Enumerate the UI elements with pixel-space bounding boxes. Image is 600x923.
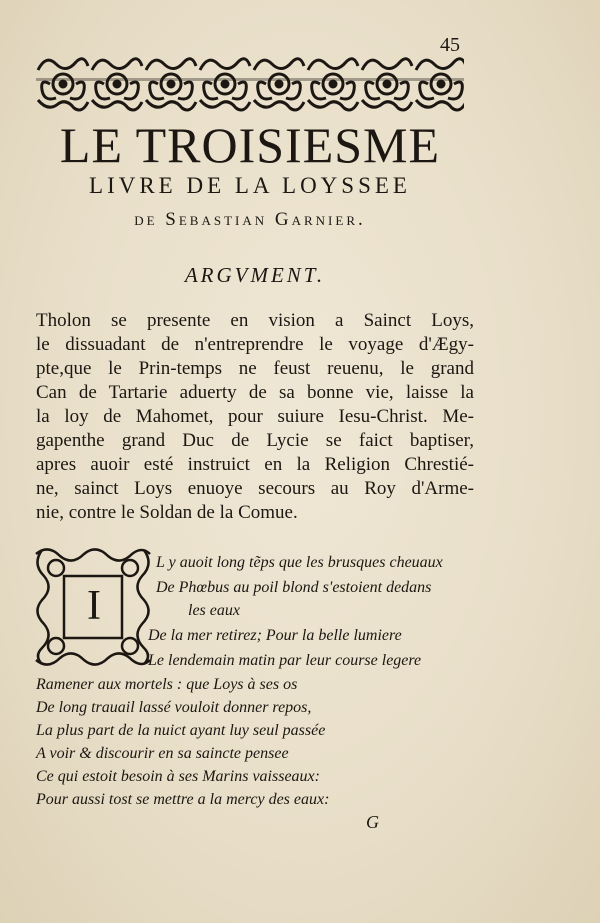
argument-line: Tholon se presente en vision a Sainct Loys, <box>36 310 474 331</box>
argument-line: Can de Tartarie aduerty de sa bonne vie, laisse la <box>36 382 474 403</box>
ornamental-band <box>36 50 464 114</box>
verse-line: De Phœbus au poil blond s'estoient dedans <box>156 579 432 596</box>
verse-line: L y auoit long tẽps que les brusques cheuaux <box>156 554 443 571</box>
drop-cap-letter: I <box>87 583 101 629</box>
verse-line: Le lendemain matin par leur course legere <box>148 652 422 669</box>
verse-line: A voir & discourir en sa saincte pensee <box>36 745 289 762</box>
argument-line: le dissuadant de n'entreprendre le voyage d'Ægy- <box>36 334 474 355</box>
ornament-pattern <box>38 59 88 110</box>
page-number: 45 <box>440 34 460 56</box>
argument-line: pte,que le Prin-temps ne feust reuenu, le grand <box>36 358 474 379</box>
verse-line: La plus part de la nuict ayant luy seul passée <box>36 722 326 739</box>
book-subtitle: LIVRE DE LA LOYSSEE <box>89 173 411 198</box>
argument-line: nie, contre le Soldan de la Comue. <box>36 502 298 523</box>
catchword: G <box>366 812 379 832</box>
verse-line: Ramener aux mortels : que Loys à ses os <box>36 676 298 693</box>
argument-line: apres auoir esté instruict en la Religion Chrestié- <box>36 454 474 475</box>
argument-heading: ARGVMENT. <box>184 263 326 287</box>
argument-line: gapenthe grand Duc de Lycie se faict baptiser, <box>36 430 474 451</box>
verse-line: De long trauail lassé vouloit donner repos, <box>36 699 312 716</box>
argument-line: ne, sainct Loys enuoye secours au Roy d'Arme- <box>36 478 474 499</box>
book-title: LE TROISIESME <box>59 117 441 173</box>
author-line: de Sebastian Garnier. <box>134 209 366 230</box>
verse-line: les eaux <box>188 602 240 619</box>
verse-line: De la mer retirez; Pour la belle lumiere <box>148 627 402 644</box>
verse-line: Pour aussi tost se mettre a la mercy des eaux: <box>36 791 330 808</box>
verse-line: Ce qui estoit besoin à ses Marins vaisseaux: <box>36 768 320 785</box>
argument-line: la loy de Mahomet, pour suiure Iesu-Christ. Me- <box>36 406 474 427</box>
